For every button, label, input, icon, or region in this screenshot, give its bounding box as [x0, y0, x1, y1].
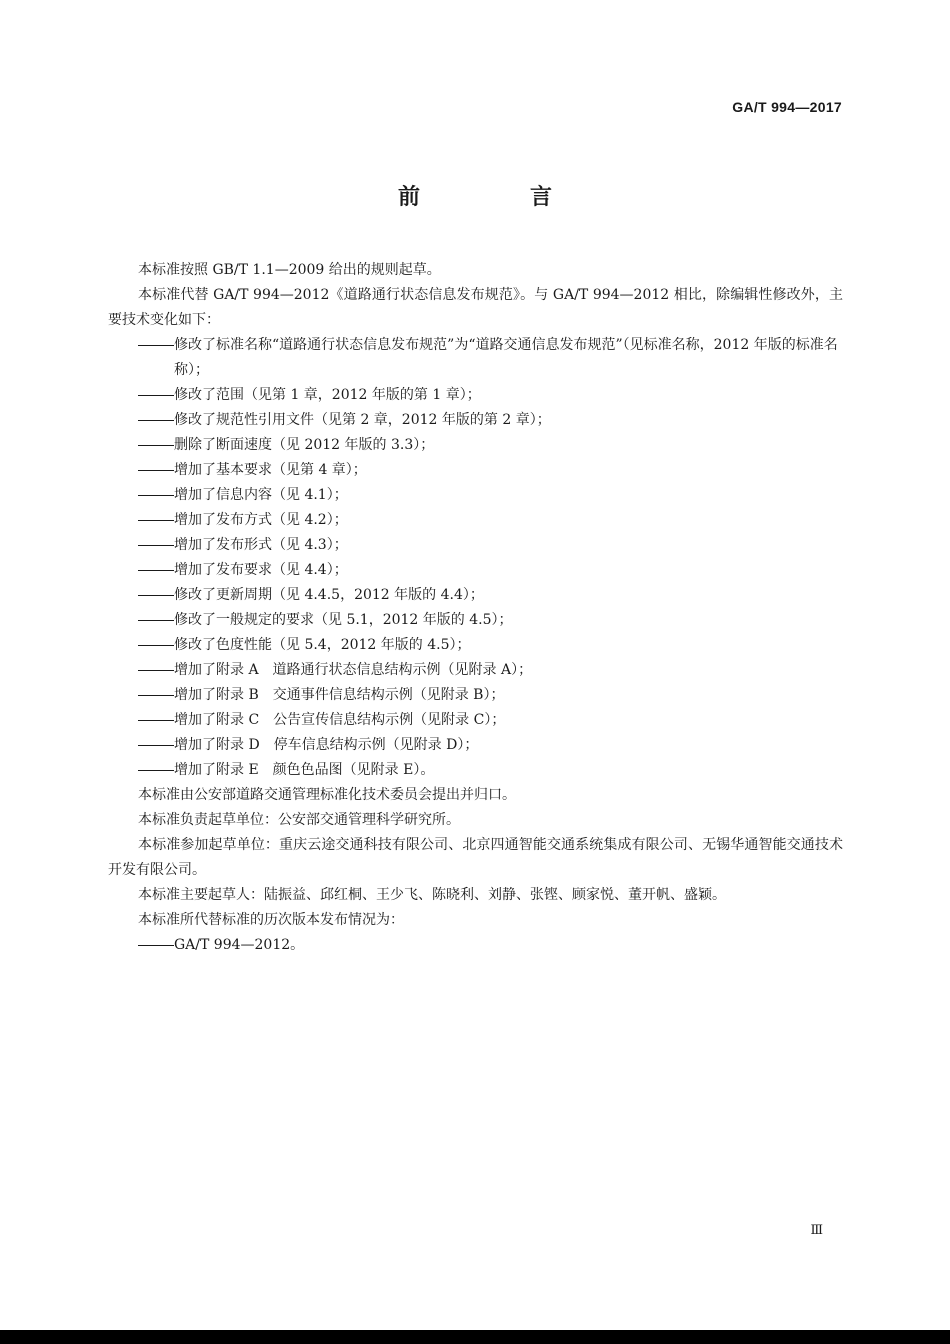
list-item-text: 增加了发布方式（见 4.2）； — [174, 512, 348, 528]
list-item — [108, 558, 843, 583]
list-item-text: 增加了发布要求（见 4.4）； — [174, 562, 348, 578]
list-item — [108, 383, 843, 408]
list-item-text: 增加了附录 B 交通事件信息结构示例（见附录 B）； — [174, 687, 505, 703]
dash-marker — [138, 495, 174, 496]
list-item — [108, 933, 843, 958]
list-item-text: 修改了色度性能（见 5.4，2012 年版的 4.5）； — [174, 637, 471, 653]
document-code: GA/T 994—2017 — [732, 99, 842, 115]
list-item — [108, 333, 843, 383]
changes-list — [108, 333, 843, 783]
dash-marker — [138, 445, 174, 446]
bottom-rule — [0, 1330, 950, 1344]
paragraph: 本标准代替 GA/T 994—2012《道路通行状态信息发布规范》。与 GA/T 994—2012 相比，除编辑性修改外，主要技术变化如下： — [108, 287, 843, 328]
dash-marker — [138, 545, 174, 546]
paragraph: 本标准主要起草人：陆振益、邱红桐、王少飞、陈晓利、刘静、张铿、顾家悦、董开帆、盛颖。 — [138, 887, 726, 903]
list-item-text: GA/T 994—2012。 — [174, 937, 305, 953]
list-item — [108, 683, 843, 708]
dash-marker — [138, 645, 174, 646]
list-item — [108, 708, 843, 733]
paragraph: 本标准参加起草单位：重庆云途交通科技有限公司、北京四通智能交通系统集成有限公司、无锡华通智能交通技术开发有限公司。 — [108, 837, 843, 878]
dash-marker — [138, 395, 174, 396]
dash-marker — [138, 620, 174, 621]
list-item-text: 修改了范围（见第 1 章，2012 年版的第 1 章）； — [174, 387, 481, 403]
list-item — [108, 533, 843, 558]
list-item-text: 增加了信息内容（见 4.1）； — [174, 487, 348, 503]
dash-marker — [138, 345, 174, 346]
dash-marker — [138, 770, 174, 771]
paragraph: 本标准负责起草单位：公安部交通管理科学研究所。 — [138, 812, 460, 828]
list-item — [108, 733, 843, 758]
dash-marker — [138, 695, 174, 696]
dash-marker — [138, 570, 174, 571]
page-title: 前 言 — [397, 184, 596, 210]
list-item-text: 增加了附录 C 公告宣传信息结构示例（见附录 C）； — [174, 712, 506, 728]
dash-marker — [138, 420, 174, 421]
dash-marker — [138, 470, 174, 471]
list-item — [108, 633, 843, 658]
list-item — [108, 408, 843, 433]
history-list — [108, 933, 843, 958]
list-item-text: 增加了附录 D 停车信息结构示例（见附录 D）； — [174, 737, 479, 753]
list-item-text: 增加了基本要求（见第 4 章）； — [174, 462, 367, 478]
paragraph: 本标准所代替标准的历次版本发布情况为： — [138, 912, 404, 928]
dash-marker — [138, 595, 174, 596]
paragraph: 本标准由公安部道路交通管理标准化技术委员会提出并归口。 — [138, 787, 516, 803]
dash-marker — [138, 670, 174, 671]
list-item-text: 删除了断面速度（见 2012 年版的 3.3）； — [174, 437, 435, 453]
list-item — [108, 758, 843, 783]
list-item — [108, 483, 843, 508]
paragraph: 本标准按照 GB/T 1.1—2009 给出的规则起草。 — [138, 262, 441, 278]
list-item — [108, 583, 843, 608]
list-item-text: 增加了附录 E 颜色色品图（见附录 E）。 — [174, 762, 435, 778]
foreword-body — [108, 258, 843, 958]
dash-marker — [138, 745, 174, 746]
list-item — [108, 458, 843, 483]
list-item-text: 修改了更新周期（见 4.4.5，2012 年版的 4.4）； — [174, 587, 484, 603]
list-item-text: 增加了附录 A 道路通行状态信息结构示例（见附录 A）； — [174, 662, 533, 678]
list-item — [108, 658, 843, 683]
list-item — [108, 433, 843, 458]
dash-marker — [138, 520, 174, 521]
list-item-text: 修改了规范性引用文件（见第 2 章，2012 年版的第 2 章）； — [174, 412, 551, 428]
page-number: Ⅲ — [810, 1222, 822, 1237]
list-item — [108, 508, 843, 533]
list-item-text: 修改了标准名称“道路通行状态信息发布规范”为“道路交通信息发布规范”（见标准名称，2012 年版的标准名称）； — [174, 337, 838, 378]
dash-marker — [138, 945, 174, 946]
list-item-text: 增加了发布形式（见 4.3）； — [174, 537, 348, 553]
list-item-text: 修改了一般规定的要求（见 5.1，2012 年版的 4.5）； — [174, 612, 513, 628]
list-item — [108, 608, 843, 633]
dash-marker — [138, 720, 174, 721]
